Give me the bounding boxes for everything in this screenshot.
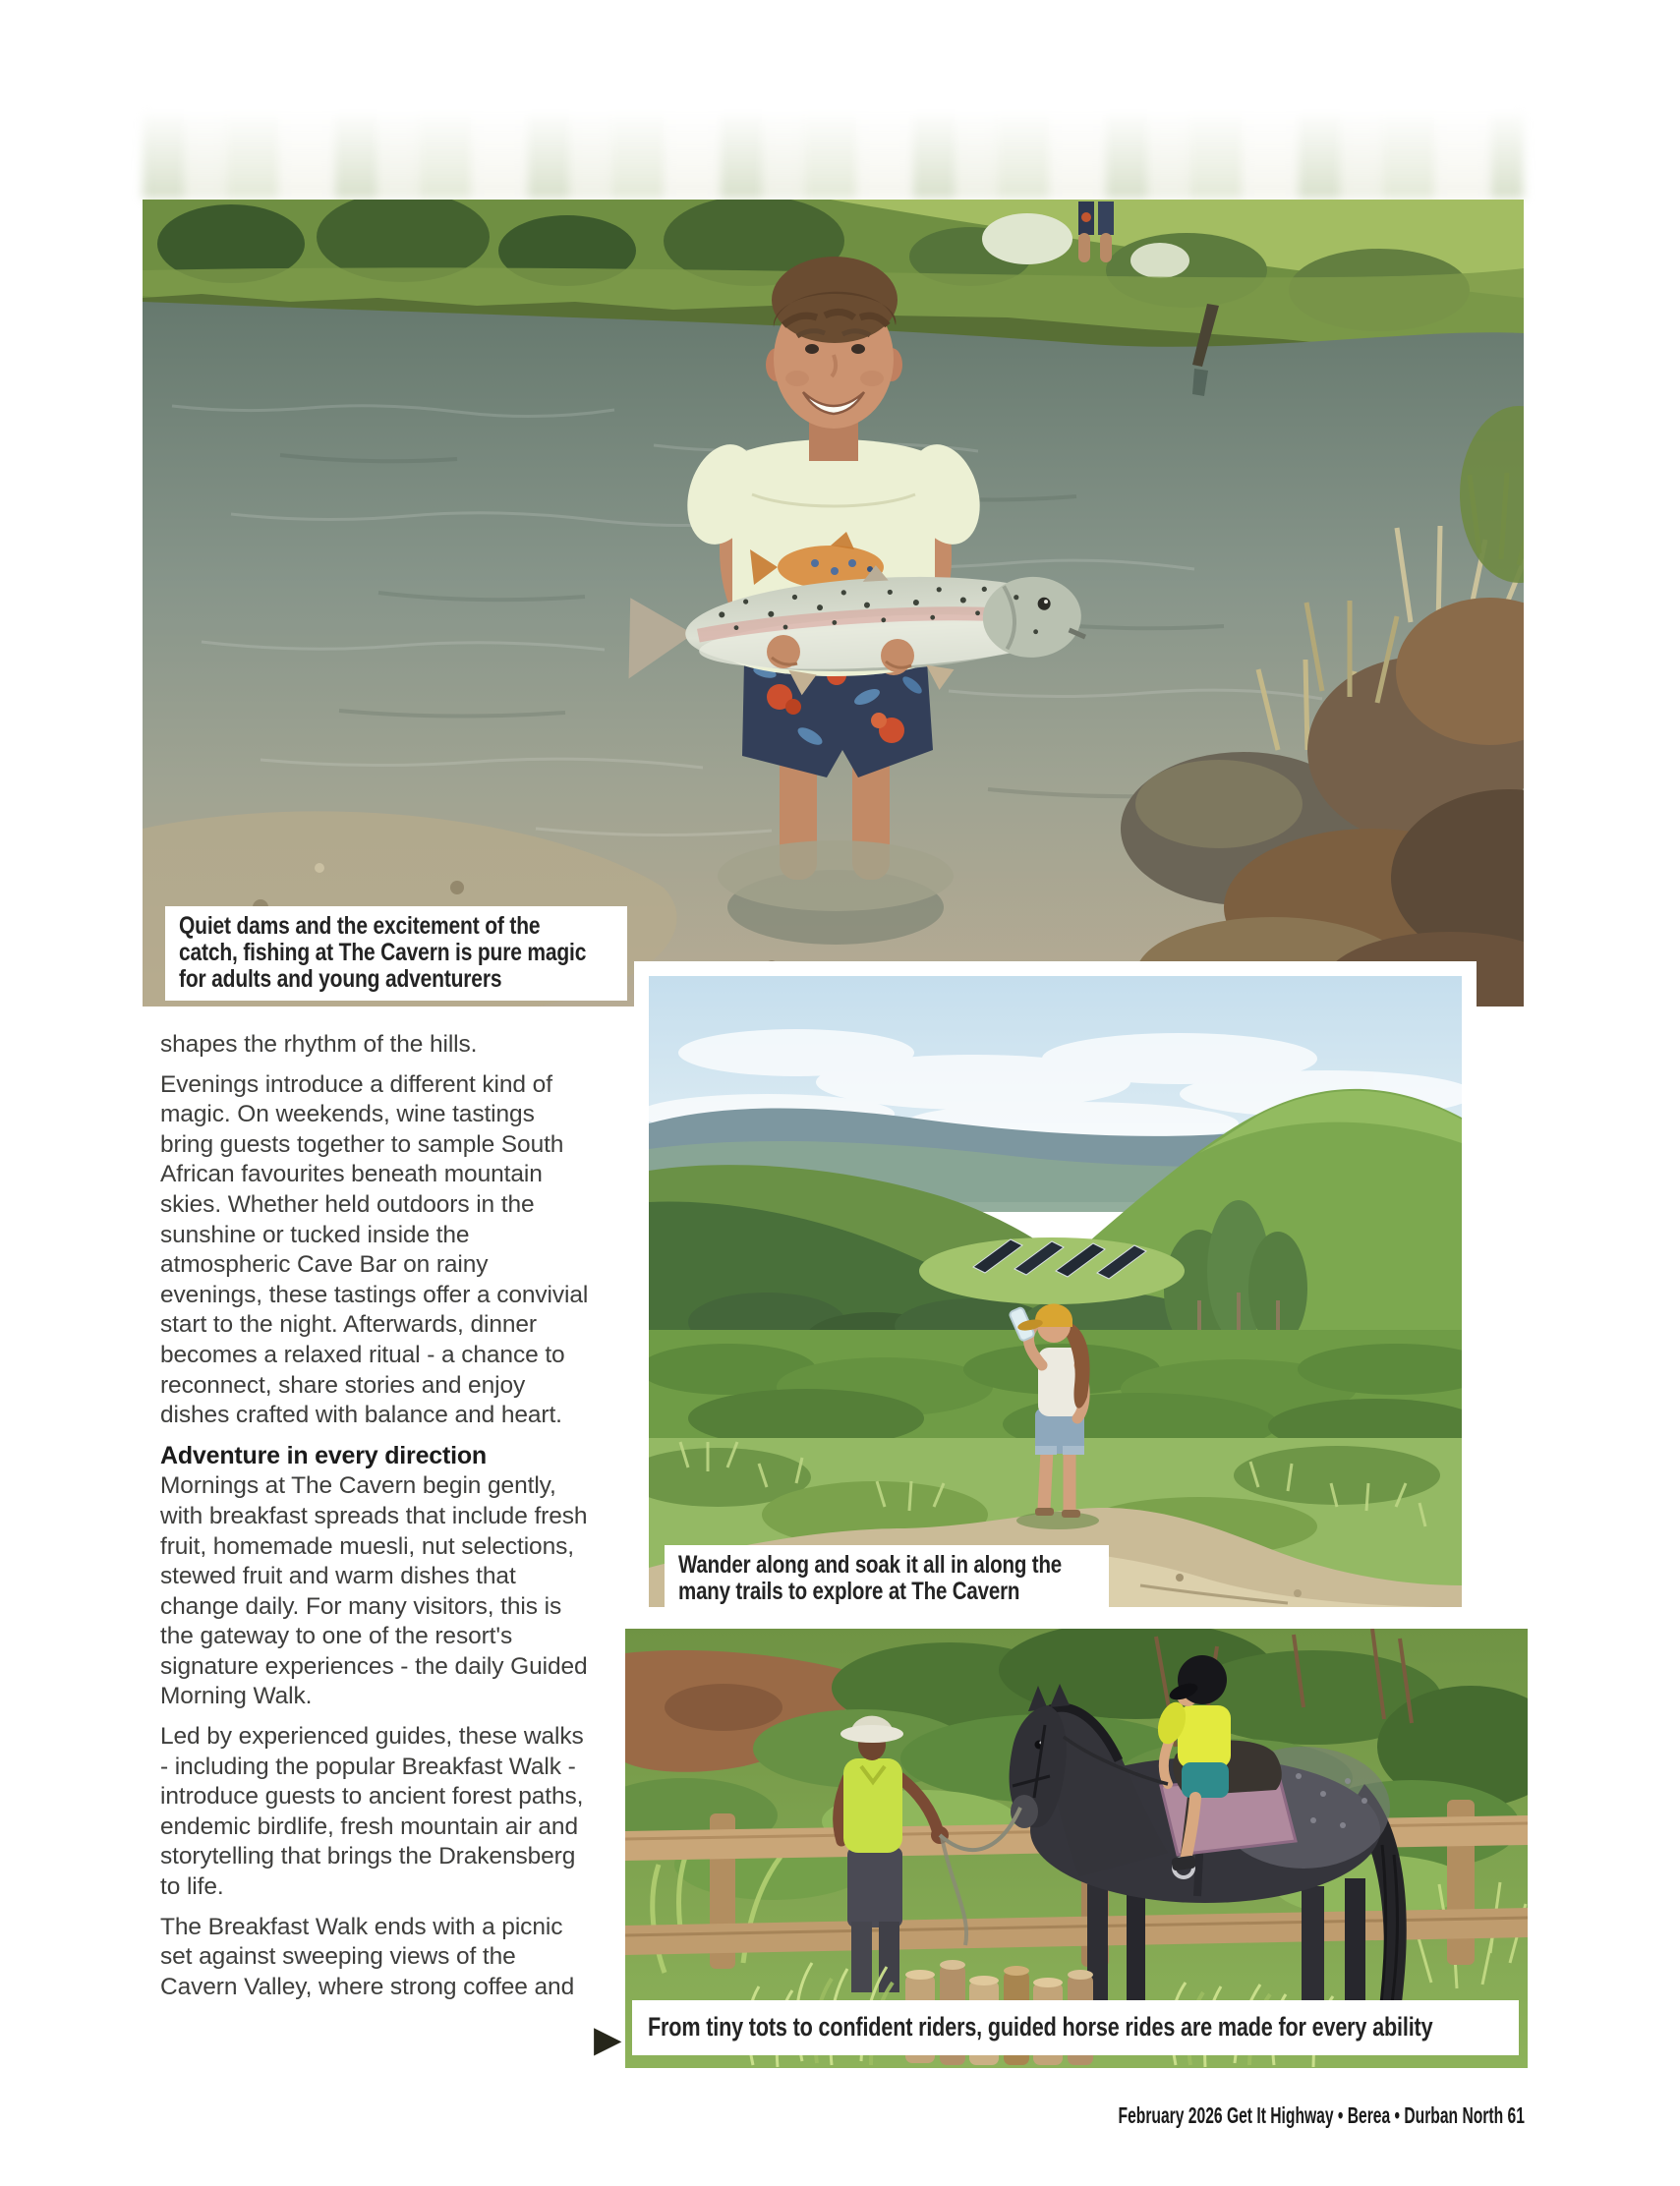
caption-line: catch, fishing at The Cavern is pure magic bbox=[179, 939, 587, 966]
caption-line: Wander along and soak it all in along the bbox=[678, 1551, 1063, 1579]
caption-line: From tiny tots to confident riders, guided horse rides are made for every ability bbox=[648, 2012, 1433, 2042]
caption-line: many trails to explore at The Cavern bbox=[678, 1578, 1020, 1605]
body-paragraph: Led by experienced guides, these walks - including the popular Breakfast Walk - introduce guests to ancient forest paths, endemic birdlife, fresh mountain air and storytelling that brings the Drakensberg to life. bbox=[160, 1723, 584, 1901]
continuation-arrow-icon: ▶ bbox=[594, 2019, 622, 2059]
solar-panels bbox=[919, 1237, 1185, 1304]
trails-photo bbox=[634, 961, 1477, 1622]
body-paragraph: shapes the rhythm of the hills. bbox=[160, 1031, 478, 1058]
caption-line: Quiet dams and the excitement of the bbox=[179, 912, 541, 940]
body-paragraph: The Breakfast Walk ends with a picnic set against sweeping views of the Cavern Valley, where strong coffee and bbox=[160, 1913, 575, 2000]
body-paragraph: Evenings introduce a different kind of magic. On weekends, wine tastings bring guests together to sample South African favourites beneath mountain skies. Whether held outdoors in the sunshine or tucked inside the atmospheric Cave Bar on rainy evenings, these tastings offer a convivial start to the night. Afterwards, dinner becomes a relaxed ritual - a chance to reconnect, share stories and enjoy dishes crafted with balance and heart. bbox=[160, 1070, 589, 1429]
article-body-column bbox=[160, 1030, 593, 2012]
page-footer bbox=[927, 2101, 1525, 2129]
caption-line: for adults and young adventurers bbox=[179, 965, 502, 993]
horse-photo-caption bbox=[632, 2000, 1519, 2055]
fishing-photo bbox=[143, 200, 1524, 1007]
fishing-photo-art bbox=[143, 200, 1524, 1007]
trails-photo-art bbox=[649, 976, 1462, 1607]
body-paragraph: Mornings at The Cavern begin gently, with breakfast spreads that include fresh fruit, homemade muesli, nut selections, stewed fruit and warm dishes that change daily. For many visitors, this is the gateway to one of the resort's signature experiences - the daily Guided Morning Walk. bbox=[160, 1472, 588, 1710]
footer-text: February 2026 Get It Highway • Berea • Durban North 61 bbox=[1118, 2102, 1525, 2128]
print-bleed-artifact bbox=[143, 114, 1524, 199]
section-heading: Adventure in every direction bbox=[160, 1441, 487, 1469]
fishing-photo-caption bbox=[165, 906, 627, 1001]
trails-photo-caption bbox=[665, 1545, 1109, 1613]
